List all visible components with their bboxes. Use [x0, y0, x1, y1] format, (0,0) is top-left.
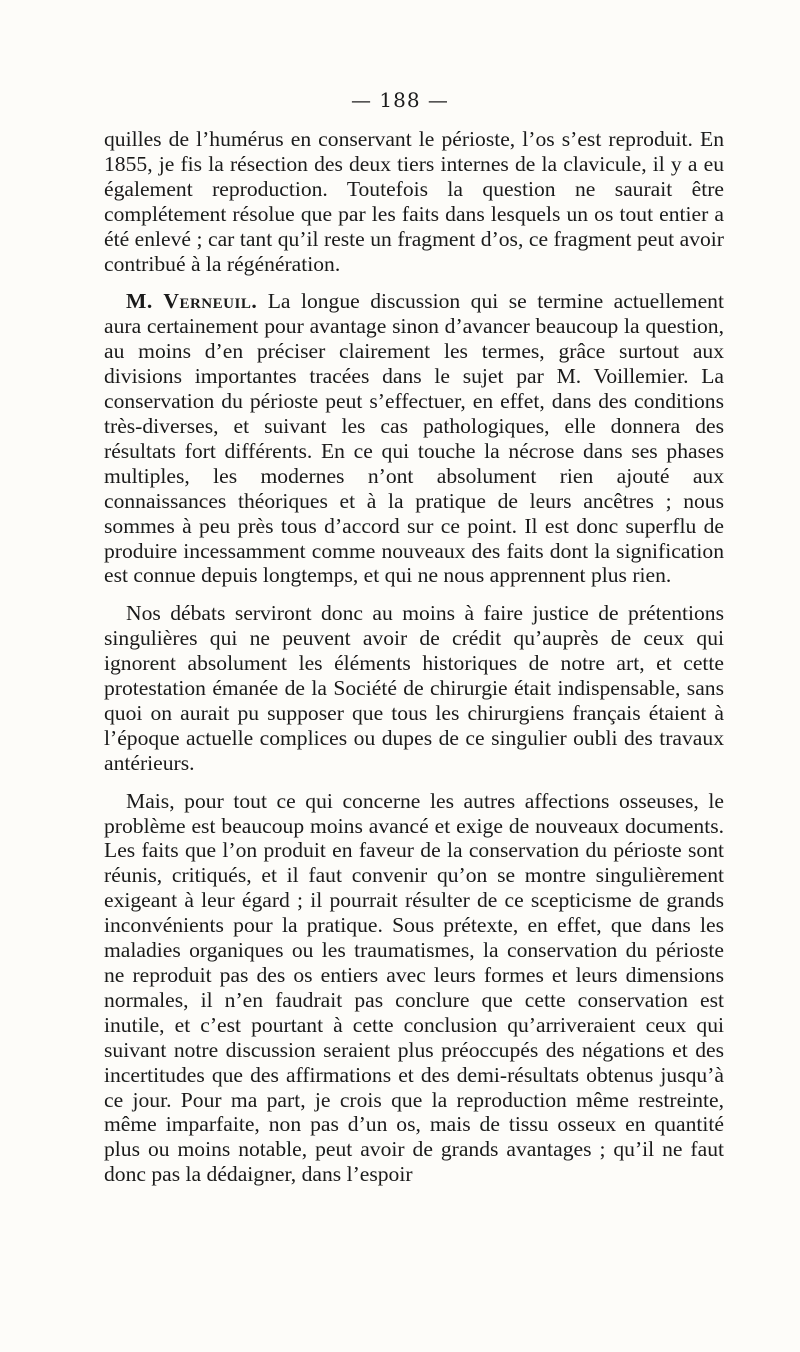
paragraph-continuation: [104, 127, 724, 276]
paragraph-text: Mais, pour tout ce qui concerne les autres affections osseuses, le problème est beaucoup moins avancé et exige de nouveaux documents. Les faits que l’on produit en faveur de la conservation du périoste sont réunis, critiqués, et il faut convenir qu’on se montre singulièrement exigeant à leur égard ; il pourrait résulter de ce scepticisme de grands inconvénients pour la pratique. Sous prétexte, en effet, que dans les maladies organiques ou les traumatismes, la conservation du périoste ne reproduit pas des os entiers avec leurs formes et leurs dimensions normales, il n’en faudrait pas conclure que cette conservation est inutile, et c’est pourtant à cette conclusion qu’arriveraient ceux qui suivant notre discussion seraient plus préoccupés des négations et des incertitudes que des affirmations et des demi-résultats obtenus jusqu’à ce jour. Pour ma part, je crois que la reproduction même restreinte, même imparfaite, non pas d’un os, mais de tissu osseux en quantité plus ou moins notable, peut avoir de grands avantages ; qu’il ne faut donc pas la dédaigner, dans l’espoir: [104, 788, 724, 1187]
speaker-name: M. Verneuil.: [126, 289, 258, 314]
paragraph-mais: [104, 789, 724, 1188]
paragraph-debats: [104, 601, 724, 775]
paragraph-text: quilles de l’humérus en conservant le périoste, l’os s’est reproduit. En 1855, je fis la résection des deux tiers internes de la clavicule, il y a eu également reproduction. Toutefois la question ne saurait être complétement résolue que par les faits dans lesquels un os tout entier a été enlevé ; car tant qu’il reste un fragment d’os, ce fragment peut avoir contribué à la régénération.: [104, 127, 724, 276]
paragraph-text: La longue discussion qui se termine actuellement aura certainement pour avantage sinon d’avancer beaucoup la question, au moins d’en préciser clairement les termes, grâce surtout aux divisions importantes tracées dans le sujet par M. Voillemier. La conservation du périoste peut s’effectuer, en effet, dans des conditions très-diverses, et suivant les cas pathologiques, elle donnera des résultats fort différents. En ce qui touche la nécrose dans ses phases multiples, les modernes n’ont absolument rien ajouté aux connaissances théoriques et à la pratique de leurs ancêtres ; nous sommes à peu près tous d’accord sur ce point. Il est donc superflu de produire incessamment comme nouveaux des faits dont la signification est connue depuis longtemps, et qui ne nous apprennent plus rien.: [104, 289, 724, 588]
body-text: [104, 127, 724, 1187]
page-number: — 188 —: [351, 88, 449, 112]
paragraph-text: Nos débats serviront donc au moins à faire justice de prétentions singulières qui ne peuvent avoir de crédit qu’auprès de ceux qui ignorent absolument les éléments historiques de notre art, et cette protestation émanée de la Société de chirurgie était indispensable, sans quoi on aurait pu supposer que tous les chirurgiens français étaient à l’époque actuelle complices ou dupes de ce singulier oubli des travaux antérieurs.: [104, 601, 724, 775]
paragraph-verneuil: [104, 289, 724, 588]
